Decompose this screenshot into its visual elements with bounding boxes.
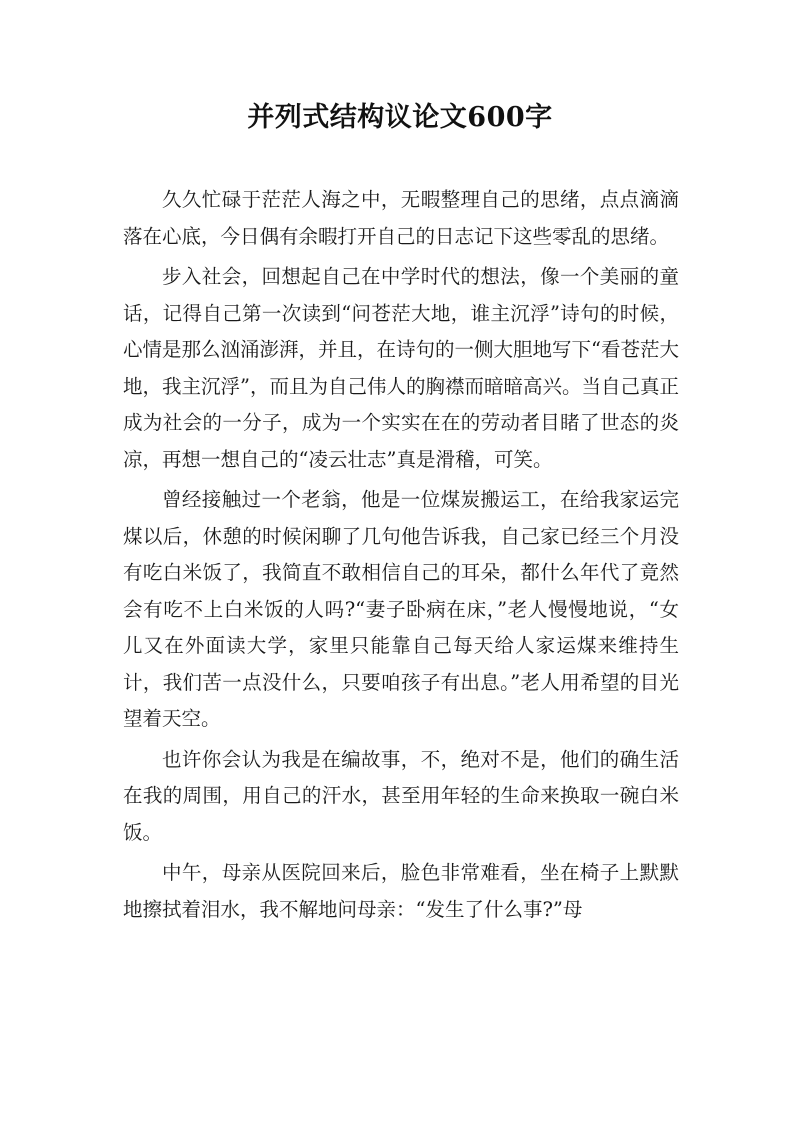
document-title: 并列式结构议论文600字 [247, 102, 553, 133]
paragraph: 久久忙碌于茫茫人海之中，无暇整理自己的思绪，点点滴滴落在心底，今日偶有余暇打开自己的日志记下这些零乱的思绪。 [123, 188, 679, 248]
paragraph: 中午，母亲从医院回来后，脸色非常难看，坐在椅子上默默地擦拭着泪水，我不解地问母亲：“发生了什么事?”母 [123, 861, 679, 921]
document-body [123, 182, 679, 932]
paragraph: 步入社会，回想起自己在中学时代的想法，像一个美丽的童话，记得自己第一次读到“问苍茫大地，谁主沉浮”诗句的时候，心情是那么汹涌澎湃，并且，在诗句的一侧大胆地写下“看苍茫大地，我主沉浮”，而且为自己伟人的胸襟而暗暗高兴。当自己真正成为社会的一分子，成为一个实实在在的劳动者目睹了世态的炎凉，再想一想自己的“凌云壮志”真是滑稽，可笑。 [123, 265, 679, 471]
paragraph: 也许你会认为我是在编故事，不，绝对不是，他们的确生活在我的周围，用自己的汗水，甚至用年轻的生命来换取一碗白米饭。 [123, 747, 679, 844]
paragraph: 曾经接触过一个老翁，他是一位煤炭搬运工，在给我家运完煤以后，休憩的时候闲聊了几句他告诉我，自己家已经三个月没有吃白米饭了，我简直不敢相信自己的耳朵，都什么年代了竟然会有吃不上白米饭的人吗?“妻子卧病在床，”老人慢慢地说，“女儿又在外面读大学，家里只能靠自己每天给人家运煤来维持生计，我们苦一点没什么，只要咱孩子有出息。”老人用希望的目光望着天空。 [123, 488, 679, 730]
